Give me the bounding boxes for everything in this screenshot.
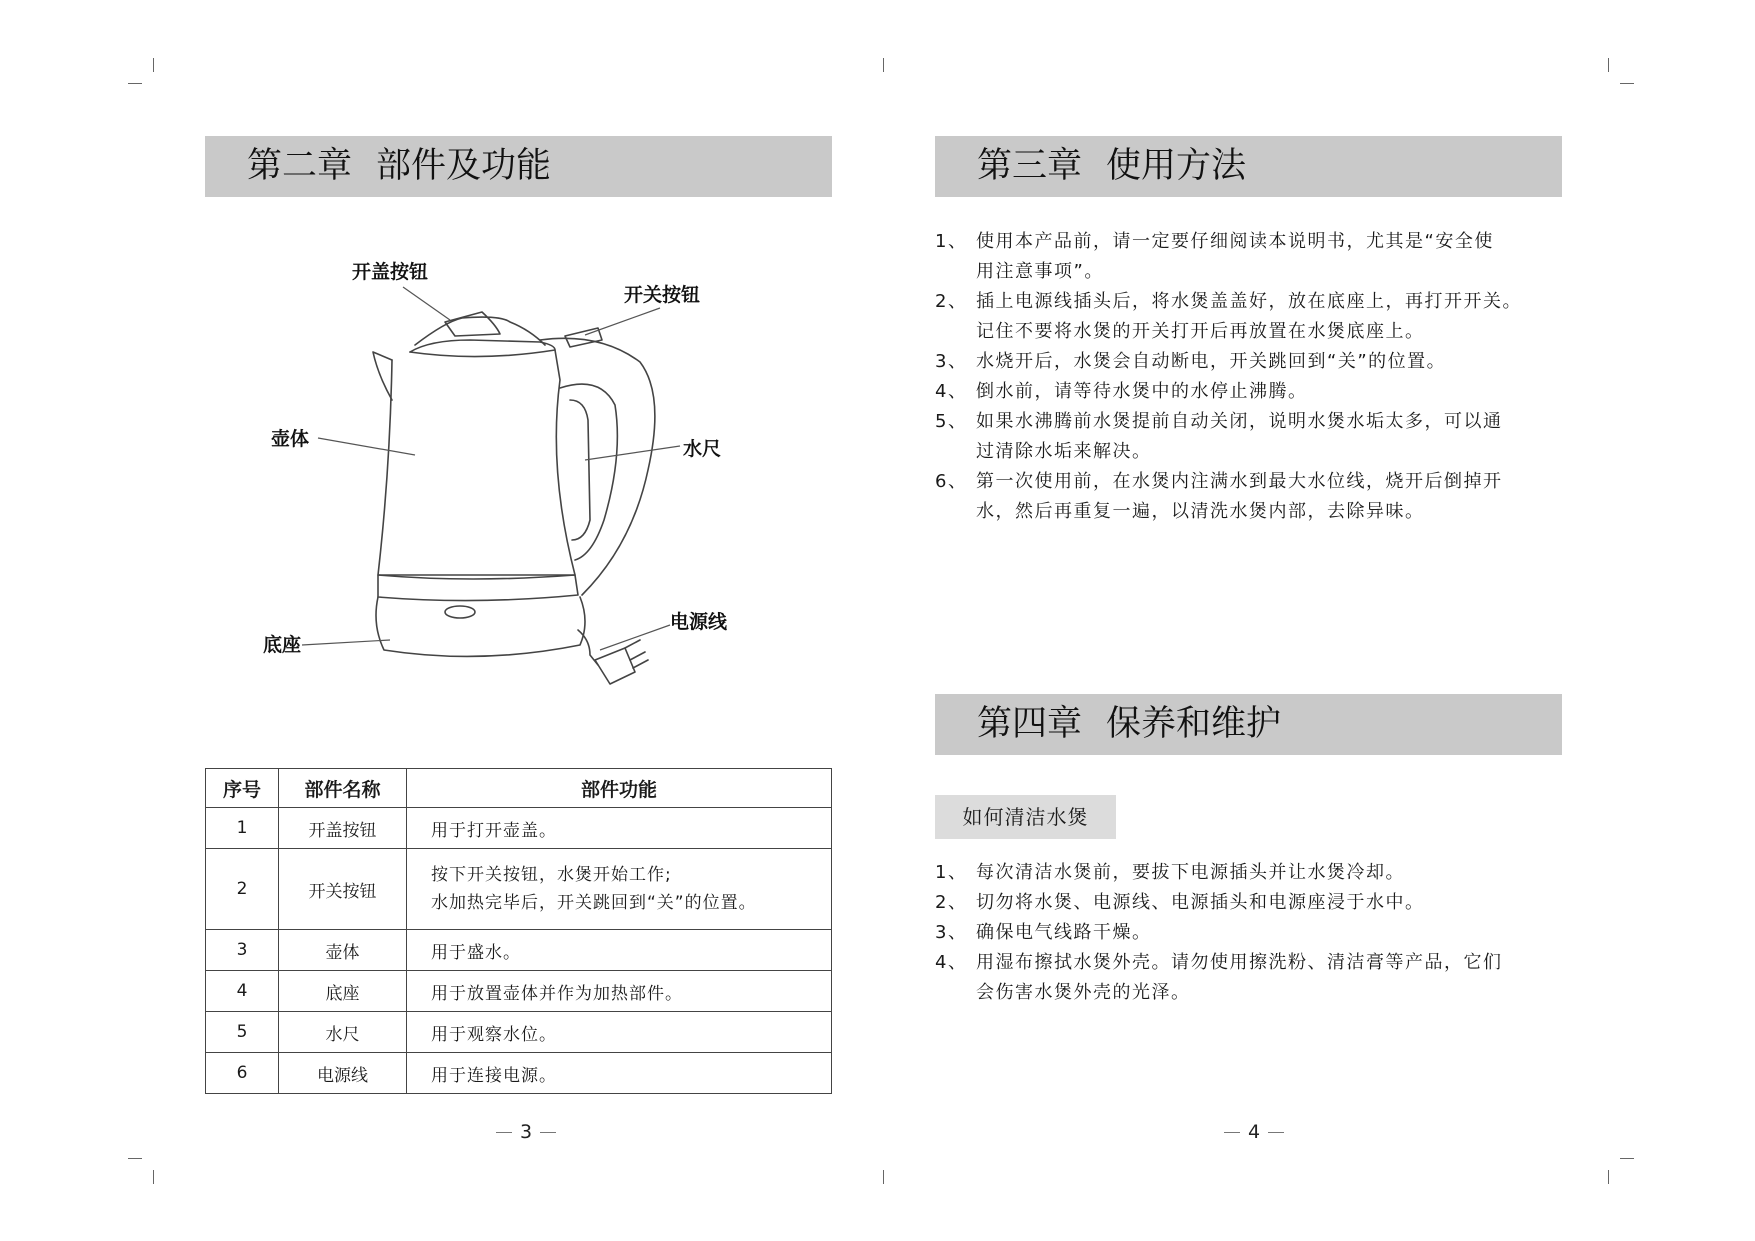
table-row — [206, 808, 832, 849]
cell-function: 用于连接电源。 — [407, 1053, 832, 1094]
item-number: 6、 — [935, 471, 968, 492]
item-line: 用湿布擦拭水煲外壳。请勿使用擦洗粉、清洁膏等产品，它们 — [976, 952, 1503, 973]
cell-no: 5 — [206, 1012, 279, 1053]
crop-mark — [1608, 58, 1609, 72]
item-line: 会伤害水煲外壳的光泽。 — [976, 982, 1191, 1003]
item-line: 切勿将水煲、电源线、电源插头和电源座浸于水中。 — [976, 892, 1425, 913]
header-function: 部件功能 — [407, 769, 832, 808]
label-kettle-body: 壶体 — [271, 428, 310, 450]
item-number: 1、 — [935, 862, 968, 883]
table-row — [206, 849, 832, 930]
cell-function: 用于观察水位。 — [407, 1012, 832, 1053]
table-row — [206, 930, 832, 971]
cell-name: 开盖按钮 — [279, 808, 407, 849]
item-line: 如果水沸腾前水煲提前自动关闭，说明水煲水垢太多，可以通 — [976, 411, 1503, 432]
item-line: 第一次使用前，在水煲内注满水到最大水位线，烧开后倒掉开 — [976, 471, 1503, 492]
cell-no: 2 — [206, 849, 279, 930]
page-number-dash — [1224, 1132, 1240, 1133]
item-line: 使用本产品前，请一定要仔细阅读本说明书，尤其是“安全使 — [976, 231, 1494, 252]
item-line: 倒水前，请等待水煲中的水停止沸腾。 — [976, 381, 1308, 402]
item-line: 插上电源线插头后，将水煲盖盖好，放在底座上，再打开开关。 — [976, 291, 1522, 312]
list-item — [935, 858, 1575, 888]
lid-button-shape — [445, 312, 500, 336]
cell-function — [407, 849, 832, 930]
label-power-cord: 电源线 — [670, 611, 728, 633]
callout-line-lid — [403, 287, 450, 320]
crop-mark — [1620, 83, 1634, 84]
chapter4-title: 第四章 — [977, 704, 1083, 744]
chapter3-subtitle: 使用方法 — [1106, 146, 1247, 186]
label-base: 底座 — [263, 634, 302, 656]
cell-no: 4 — [206, 971, 279, 1012]
cell-no: 3 — [206, 930, 279, 971]
usage-list — [935, 227, 1575, 527]
header-no: 序号 — [206, 769, 279, 808]
label-water-gauge: 水尺 — [683, 438, 722, 460]
cell-function-line1: 按下开关按钮，水煲开始工作; — [431, 865, 672, 885]
item-line: 确保电气线路干燥。 — [976, 922, 1152, 943]
item-line: 水，然后再重复一遍，以清洗水煲内部，去除异味。 — [976, 501, 1425, 522]
label-lid-button: 开盖按钮 — [352, 261, 429, 283]
kettle-rim — [410, 350, 555, 357]
cleaning-list — [935, 858, 1575, 1008]
right-page-number — [1216, 1121, 1292, 1143]
item-number: 3、 — [935, 351, 968, 372]
chapter3-title: 第三章 — [977, 146, 1083, 186]
chapter2-title: 第二章 — [247, 146, 353, 186]
right-page-number-value: 4 — [1248, 1121, 1261, 1143]
crop-mark — [153, 1170, 154, 1184]
kettle-spout — [373, 352, 392, 400]
list-item — [935, 377, 1575, 407]
list-item — [935, 467, 1575, 527]
list-item — [935, 287, 1575, 347]
item-line: 用注意事项”。 — [976, 261, 1104, 282]
base-top-band — [378, 575, 578, 601]
item-number: 3、 — [935, 922, 968, 943]
cell-function-line2: 水加热完毕后，开关跳回到“关”的位置。 — [431, 893, 757, 913]
item-number: 4、 — [935, 381, 968, 402]
cell-name: 壶体 — [279, 930, 407, 971]
list-item — [935, 888, 1575, 918]
page-number-dash — [496, 1132, 512, 1133]
page-number-dash — [540, 1132, 556, 1133]
table-row — [206, 1053, 832, 1094]
chapter4-subtitle: 保养和维护 — [1106, 704, 1282, 744]
water-gauge-window — [570, 400, 590, 540]
item-line: 过清除水垢来解决。 — [976, 441, 1152, 462]
item-number: 2、 — [935, 291, 968, 312]
cell-no: 1 — [206, 808, 279, 849]
cell-no: 6 — [206, 1053, 279, 1094]
kettle-diagram — [0, 0, 880, 720]
list-item — [935, 918, 1575, 948]
callout-line-switch — [585, 308, 660, 335]
base-light — [445, 606, 475, 618]
cell-name: 电源线 — [279, 1053, 407, 1094]
callout-line-base — [302, 640, 390, 645]
callout-line-body — [318, 438, 415, 455]
item-number: 2、 — [935, 892, 968, 913]
parts-table — [205, 768, 832, 1094]
crop-mark — [1620, 1158, 1634, 1159]
cell-function: 用于盛水。 — [407, 930, 832, 971]
item-line: 每次清洁水煲前，要拔下电源插头并让水煲冷却。 — [976, 862, 1405, 883]
cleaning-heading: 如何清洁水煲 — [935, 795, 1116, 839]
kettle-body-outline — [378, 340, 575, 575]
item-number: 1、 — [935, 231, 968, 252]
base-outline — [376, 597, 585, 656]
table-row — [206, 971, 832, 1012]
chapter3-heading — [935, 136, 1562, 197]
crop-mark — [1608, 1170, 1609, 1184]
header-name: 部件名称 — [279, 769, 407, 808]
item-number: 5、 — [935, 411, 968, 432]
crop-mark — [883, 1170, 884, 1184]
cell-function: 用于放置壶体并作为加热部件。 — [407, 971, 832, 1012]
crop-mark — [883, 58, 884, 72]
callout-line-gauge — [585, 446, 680, 460]
list-item — [935, 407, 1575, 467]
label-switch-button: 开关按钮 — [624, 284, 701, 306]
left-page-number-value: 3 — [520, 1121, 533, 1143]
list-item — [935, 227, 1575, 287]
cell-name: 底座 — [279, 971, 407, 1012]
cell-function: 用于打开壶盖。 — [407, 808, 832, 849]
page-number-dash — [1268, 1132, 1284, 1133]
table-header-row — [206, 769, 832, 808]
cell-name: 开关按钮 — [279, 849, 407, 930]
crop-mark — [128, 1158, 142, 1159]
cell-name: 水尺 — [279, 1012, 407, 1053]
list-item — [935, 347, 1575, 377]
chapter2-subtitle: 部件及功能 — [376, 146, 552, 186]
left-page-number — [488, 1121, 564, 1143]
item-line: 水烧开后，水煲会自动断电，开关跳回到“关”的位置。 — [976, 351, 1447, 372]
list-item — [935, 948, 1575, 1008]
chapter4-heading — [935, 694, 1562, 755]
item-number: 4、 — [935, 952, 968, 973]
callout-line-cord — [600, 625, 670, 650]
plug-pins — [625, 640, 648, 668]
item-line: 记住不要将水煲的开关打开后再放置在水煲底座上。 — [976, 321, 1425, 342]
table-row — [206, 1012, 832, 1053]
plug-body — [595, 648, 635, 684]
